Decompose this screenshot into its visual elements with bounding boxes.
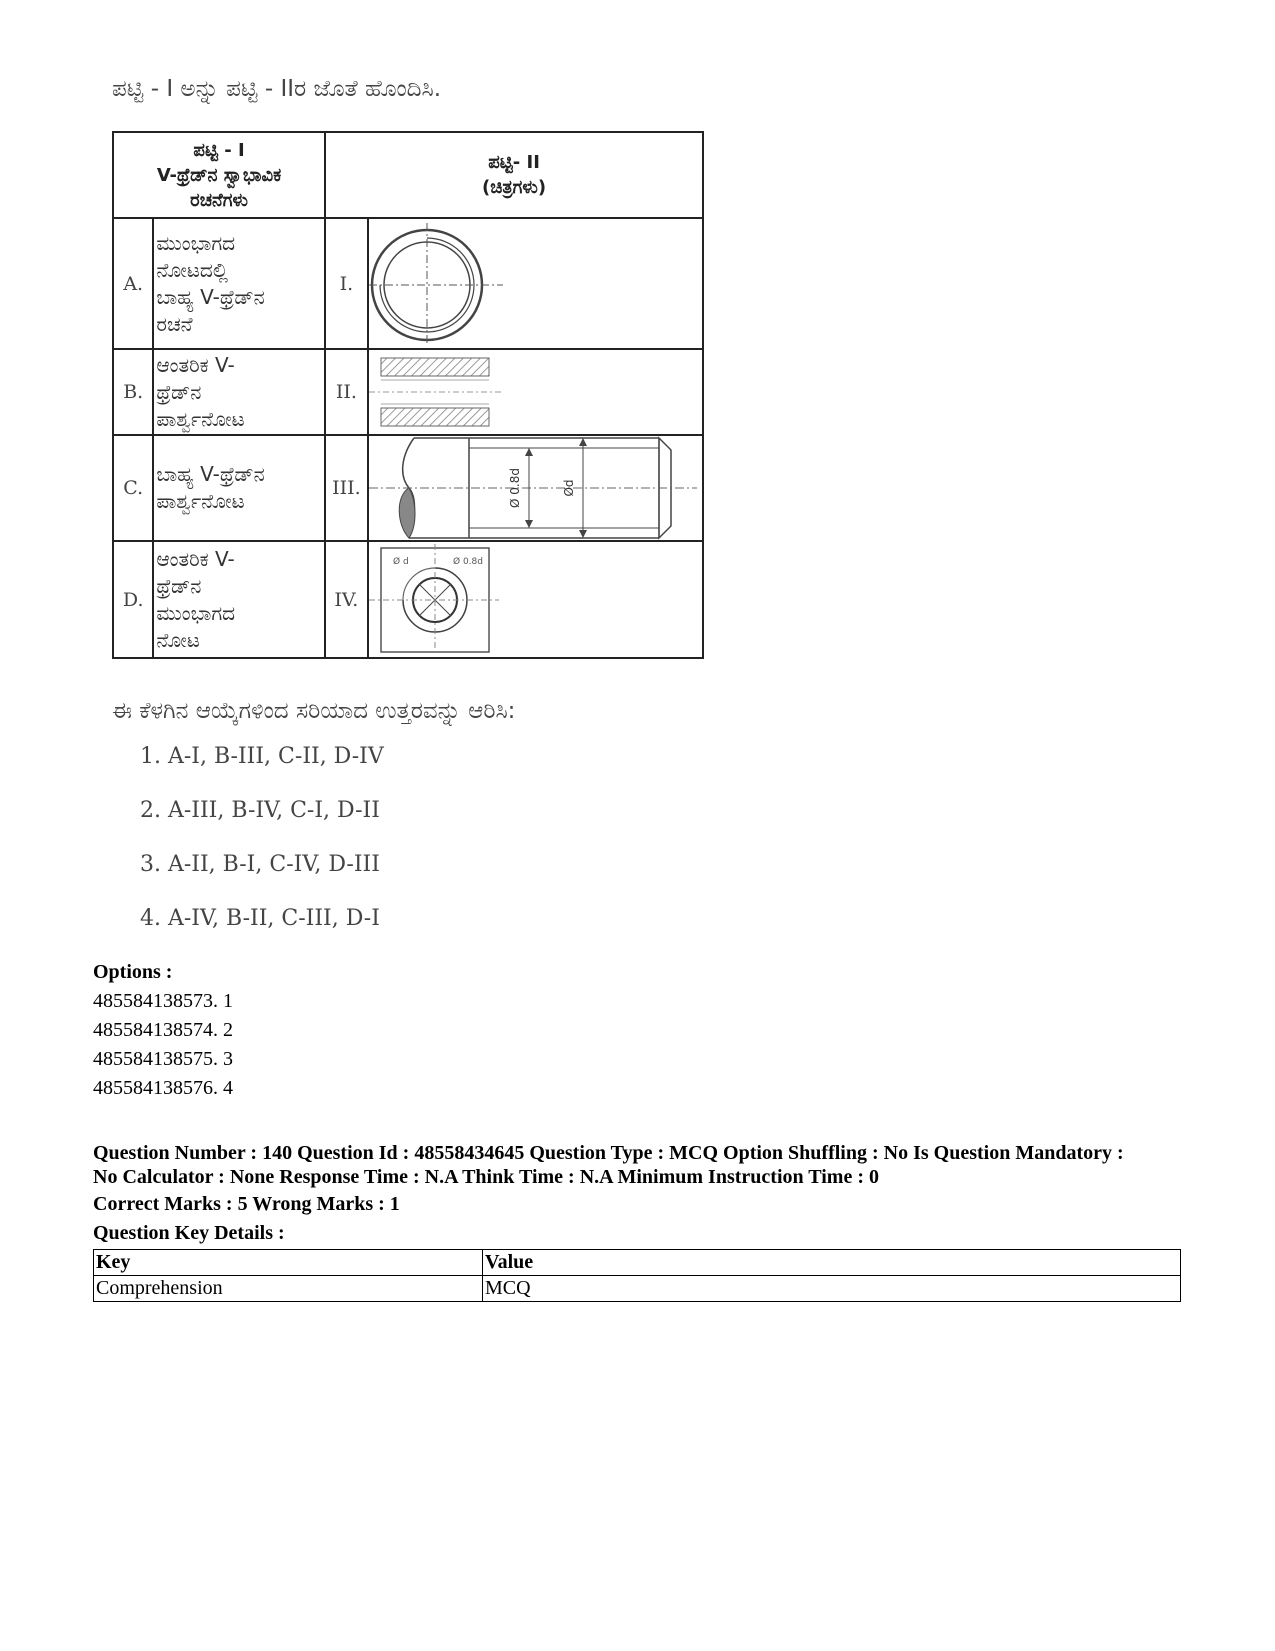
row-description: ಆಂತರಿಕ V- ಥ್ರೆಡ್‌ನ ಮುಂಭಾಗದ ನೋಟ (153, 541, 325, 658)
header-value: Value (483, 1250, 1181, 1276)
table-row (113, 435, 703, 541)
option-item: 485584138575. 3 (93, 1048, 233, 1070)
table-row (113, 349, 703, 435)
row-description: ಬಾಹ್ಯ V-ಥ್ರೆಡ್‌ನ ಪಾರ್ಶ್ವನೋಟ (153, 435, 325, 541)
choice-2: 2. A-III, B-IV, C-I, D-II (140, 798, 380, 823)
choice-3: 3. A-II, B-I, C-IV, D-III (140, 852, 380, 877)
row-roman: III. (325, 435, 367, 541)
key-details-title: Question Key Details : (93, 1222, 285, 1244)
dim-08d-label: Ø 0.8d (507, 468, 522, 508)
choice-4: 4. A-IV, B-II, C-III, D-I (140, 906, 380, 931)
row-roman: II. (325, 349, 367, 435)
row-letter: D. (113, 541, 153, 658)
option-item: 485584138574. 2 (93, 1019, 233, 1041)
dim-d-label: Ød (561, 479, 576, 497)
table-row (94, 1276, 1181, 1302)
question-instruction: ಪಟ್ಟಿ - I ಅನ್ನು ಪಟ್ಟಿ - IIರ ಜೊತೆ ಹೊಂದಿಸಿ. (112, 76, 442, 102)
internal-thread-side-view-drawing (369, 350, 699, 434)
dim-08d-label: Ø 0.8d (452, 557, 483, 567)
option-item: 485584138576. 4 (93, 1077, 233, 1099)
header-key: Key (94, 1250, 483, 1276)
cell-value: MCQ (483, 1276, 1181, 1302)
question-metadata: Question Number : 140 Question Id : 48558434645 Question Type : MCQ Option Shuffling : No Is Question Mandatory : No Calculator : None Response Time : N.A Think Time : N.A Minimum Instruction Time : 0 (93, 1142, 1124, 1188)
external-thread-side-view-drawing (369, 436, 699, 540)
figure-i (368, 218, 703, 349)
table-row (113, 218, 703, 349)
option-item: 485584138573. 1 (93, 990, 233, 1012)
figure-iv (368, 541, 703, 658)
figure-ii (368, 349, 703, 435)
choose-answer-prompt: ಈ ಕೆಳಗಿನ ಆಯ್ಕೆಗಳಿಂದ ಸರಿಯಾದ ಉತ್ತರವನ್ನು ಆರಿಸಿ: (112, 698, 516, 724)
table-row (113, 541, 703, 658)
dim-d-label: Ø d (392, 557, 409, 567)
internal-thread-front-view-drawing (369, 542, 699, 657)
row-letter: B. (113, 349, 153, 435)
row-roman: I. (325, 218, 367, 349)
list2-header: ಪಟ್ಟಿ- II (ಚಿತ್ರಗಳು) (325, 132, 703, 218)
row-letter: C. (113, 435, 153, 541)
options-title: Options : (93, 961, 173, 983)
table-header-row (94, 1250, 1181, 1276)
row-description: ಮುಂಭಾಗದ ನೋಟದಲ್ಲಿ ಬಾಹ್ಯ V-ಥ್ರೆಡ್‌ನ ರಚನೆ (153, 218, 325, 349)
choice-1: 1. A-I, B-III, C-II, D-IV (140, 744, 384, 769)
key-details-table (93, 1249, 1181, 1302)
row-description: ಆಂತರಿಕ V- ಥ್ರೆಡ್‌ನ ಪಾರ್ಶ್ವನೋಟ (153, 349, 325, 435)
list1-header: ಪಟ್ಟಿ - I V-ಥ್ರೆಡ್‌ನ ಸ್ವಾಭಾವಿಕ ರಚನೆಗಳು (113, 132, 325, 218)
cell-key: Comprehension (94, 1276, 483, 1302)
row-roman: IV. (325, 541, 367, 658)
marks-info: Correct Marks : 5 Wrong Marks : 1 (93, 1193, 400, 1215)
match-table (112, 131, 704, 659)
row-letter: A. (113, 218, 153, 349)
figure-iii (368, 435, 703, 541)
thread-front-view-drawing (369, 219, 699, 348)
